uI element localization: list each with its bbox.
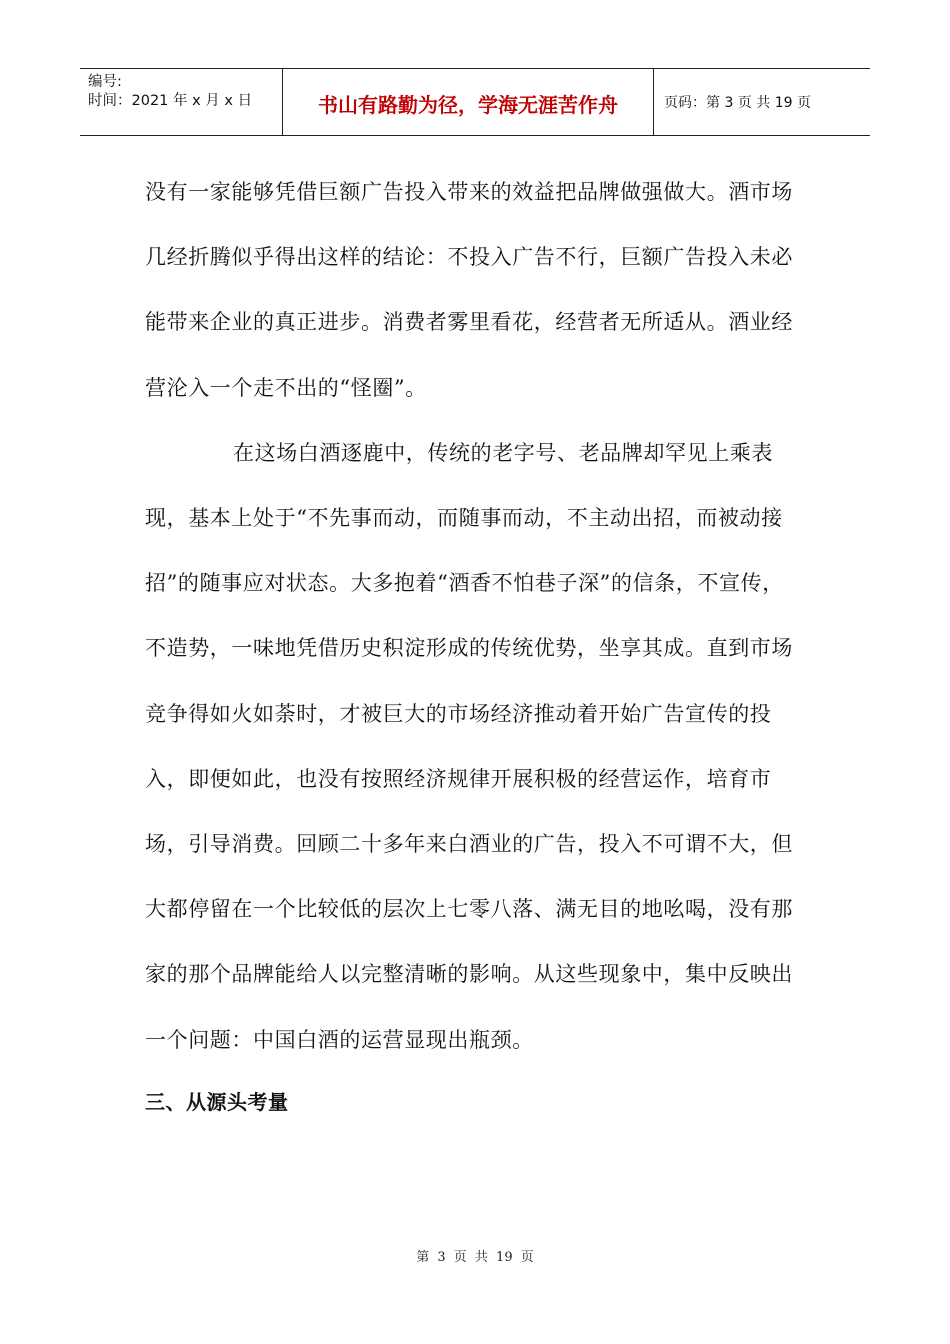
document-number-label: 编号: (88, 74, 122, 90)
document-body (145, 160, 805, 1073)
header-page-info: 页码：第 3 页 共 19 页 (664, 95, 811, 111)
document-date-label: 时间：2021 年 x 月 x 日 (88, 93, 253, 109)
page-footer: 第 3 页 共 19 页 (416, 1250, 534, 1265)
header-meta (80, 69, 282, 135)
section-heading: 三、从源头考量 (145, 1090, 289, 1114)
header-motto: 书山有路勤为径，学海无涯苦作舟 (282, 69, 654, 135)
paragraph-1: 没有一家能够凭借巨额广告投入带来的效益把品牌做强做大。酒市场几经折腾似乎得出这样的结论：不投入广告不行，巨额广告投入未必能带来企业的真正进步。消费者雾里看花，经营者无所适从。酒业经营沦入一个走不出的“怪圈”。 (145, 180, 793, 400)
page-header (80, 68, 870, 136)
paragraph-2: 在这场白酒逐鹿中，传统的老字号、老品牌却罕见上乘表现，基本上处于“不先事而动，而随事而动，不主动出招，而被动接招”的随事应对状态。大多抱着“酒香不怕巷子深”的信条，不宣传，不造势，一味地凭借历史积淀形成的传统优势，坐享其成。直到市场竞争得如火如荼时，才被巨大的市场经济推动着开始广告宣传的投入，即便如此，也没有按照经济规律开展积极的经营运作，培育市场，引导消费。回顾二十多年来白酒业的广告，投入不可谓不大，但大都停留在一个比较低的层次上七零八落、满无目的地吆喝，没有那家的那个品牌能给人以完整清晰的影响。从这些现象中，集中反映出一个问题：中国白酒的运营显现出瓶颈。 (145, 440, 793, 1052)
